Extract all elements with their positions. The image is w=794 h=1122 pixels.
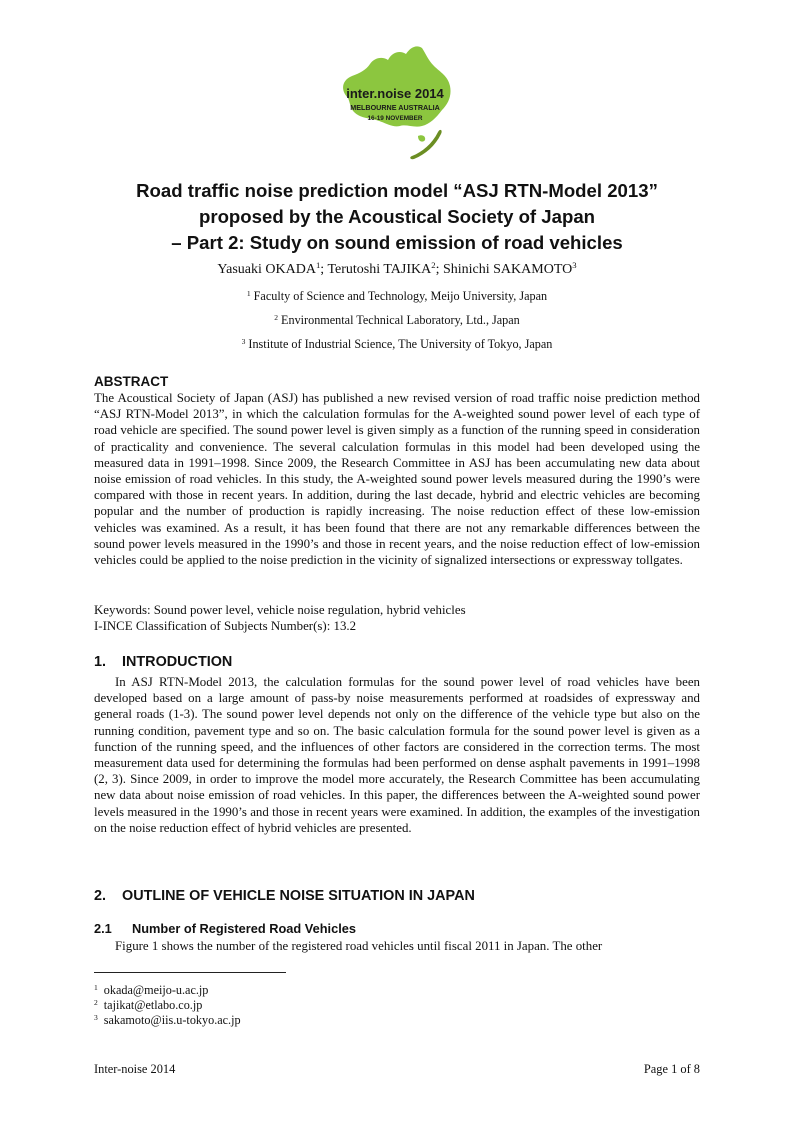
- footer-page-number: Page 1 of 8: [643, 1062, 700, 1076]
- affiliation-text: Faculty of Science and Technology, Meijo University, Japan: [253, 289, 548, 303]
- author-separator: ;: [435, 262, 443, 277]
- section-heading-outline: [94, 888, 475, 904]
- author-name: Terutoshi TAJIKA: [327, 262, 432, 277]
- introduction-text: In ASJ RTN-Model 2013, the calculation formulas for the sound power level of road vehicles have been developed based on a large amount of pass-by noise measurements performed at roadsides of expressway and general roads (1-3). The sound power level depends not only on the difference of the vehicle type but also on the running condition, pavement type and so on. The basic calculation formula for the sound power level is given as a function of the running speed, and the influences of other factors are considered in the correction terms. The most measurement data used for determining the formulas had been performed on dense asphalt pavements in 1991–1998 (2, 3). Since 2009, in order to improve the model more accurately, the Research Committee has been accumulating new data about noise emission of road vehicles. In this paper, the differences between the A-weighted sound power levels measured in the 1990’s and those in recent years were examined. In addition, the examples of the investigation on the noise reduction effect of hybrid vehicles are presented.: [94, 675, 700, 835]
- footnote-sup: 2: [94, 997, 98, 1007]
- affiliation-sup: 3: [241, 336, 246, 346]
- affiliation-text: Environmental Technical Laboratory, Ltd., Japan: [281, 313, 520, 327]
- conference-logo: [330, 40, 460, 160]
- author-name: Shinichi SAKAMOTO: [442, 262, 573, 277]
- subsection-title: Number of Registered Road Vehicles: [132, 921, 357, 936]
- footnote-sup: 3: [94, 1012, 98, 1022]
- footer-conference: Inter-noise 2014: [94, 1062, 176, 1076]
- author-sup: 2: [431, 260, 436, 271]
- section-number: 1.: [94, 654, 107, 670]
- affiliation-sup: 1: [246, 288, 251, 298]
- boomerang-icon: [410, 130, 441, 159]
- author-list: [94, 262, 700, 278]
- affiliation-3: [94, 337, 700, 352]
- author-sup: 1: [315, 260, 321, 271]
- title-line-3: – Part 2: Study on sound emission of road vehicles: [171, 232, 623, 253]
- section-heading-introduction: [94, 654, 232, 670]
- author-sup: 3: [572, 260, 577, 271]
- title-line-1: Road traffic noise prediction model “ASJ RTN-Model 2013”: [136, 180, 658, 201]
- footnote-1: [94, 982, 208, 998]
- author-separator: ;: [320, 262, 328, 277]
- ince-classification: I-INCE Classification of Subjects Number(s): 13.2: [94, 619, 357, 633]
- logo-line2: MELBOURNE AUSTRALIA: [350, 103, 440, 112]
- title-line-2: proposed by the Acoustical Society of Japan: [198, 206, 596, 227]
- footnote-2: [94, 997, 202, 1013]
- footnote-email[interactable]: okada@meijo-u.ac.jp: [103, 983, 209, 997]
- subsection-text: Figure 1 shows the number of the registered road vehicles until fiscal 2011 in Japan. The other: [115, 939, 603, 953]
- footnote-divider: [94, 972, 286, 973]
- logo-line3: 16-19 NOVEMBER: [367, 115, 423, 122]
- section-title: OUTLINE OF VEHICLE NOISE SITUATION IN JAPAN: [122, 888, 475, 904]
- affiliation-text: Institute of Industrial Science, The University of Tokyo, Japan: [248, 337, 553, 351]
- subsection-number: 2.1: [94, 921, 112, 936]
- footnote-sup: 1: [94, 982, 98, 992]
- abstract-text: The Acoustical Society of Japan (ASJ) has published a new revised version of road traffic noise prediction method “ASJ RTN-Model 2013”, in which the calculation formulas for the A-weighted sound power level of each type of road vehicle are specified. The sound power level is given simply as a function of the running speed in consideration of practicality and convenience. The several calculation formulas in this model had been developed using the measured data in 1991–1998. Since 2009, the Research Committee in ASJ has been accumulating new data about noise emission of road vehicles. In this study, the A-weighted sound power levels measured during the 1990’s were compared with those in recent years. In addition, during the last decade, hybrid and electric vehicles are becoming popular and the number of production is rapidly increasing. The noise reduction effect of these low-emission vehicles was examined. As a result, it has been found that there are not any remarkable differences between the sound power levels measured in the 1990’s and those in recent years, and the noise reduction effect of low-emission vehicles could be applied to the noise prediction in the vicinity of signalized intersections or expressway tollgates.: [94, 391, 700, 568]
- footnote-email[interactable]: sakamoto@iis.u-tokyo.ac.jp: [103, 1013, 241, 1027]
- footnote-email[interactable]: tajikat@etlabo.co.jp: [103, 998, 203, 1012]
- logo-line1: inter.noise 2014: [346, 86, 444, 101]
- keywords: Keywords: Sound power level, vehicle noise regulation, hybrid vehicles: [94, 603, 466, 617]
- tasmania-shape: [418, 135, 425, 141]
- subsection-heading-registered-vehicles: [94, 921, 356, 936]
- affiliation-2: [94, 313, 700, 328]
- section-title: INTRODUCTION: [122, 654, 233, 670]
- australia-map-logo: [330, 40, 460, 160]
- abstract-heading: ABSTRACT: [94, 374, 169, 389]
- affiliation-sup: 2: [274, 312, 278, 322]
- section-number: 2.: [94, 888, 107, 904]
- affiliation-1: [94, 289, 700, 304]
- paper-title: [94, 178, 700, 256]
- author-name: Yasuaki OKADA: [217, 262, 316, 277]
- footnote-3: [94, 1012, 241, 1028]
